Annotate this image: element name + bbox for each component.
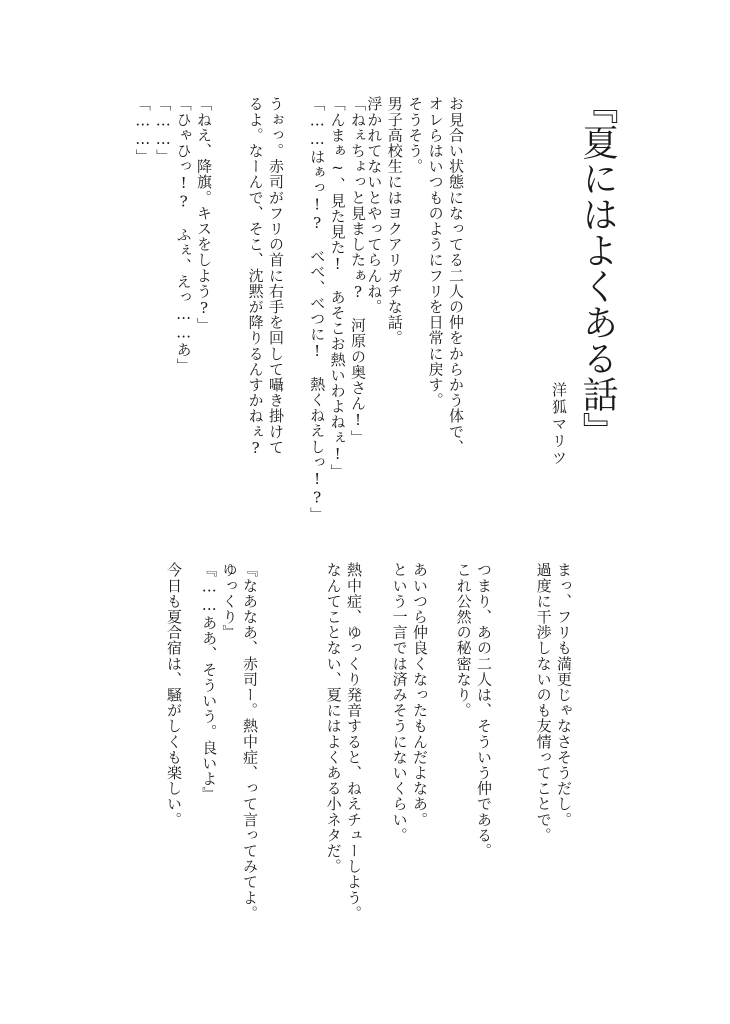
narration-block-summer-camp: 今日も夏合宿は、騒がしくも楽しい。 [165,562,183,828]
narration-block-open-secret: つまり、あの二人は、そういう仲である。 これ公然の秘密なり。 [454,562,493,859]
dialogue-block-kiss: 「ねえ、降旗。キスをしよう?」 「ひゃひっ!? ふぇ、えっ……あ」 「……」 「……」 [133,96,213,374]
narration-block-whisper: うぉっ。赤司がフリの首に右手を回して囁き掛けて るよ。なーんで、そこ、沈黙が降りるんすかねぇ? [246,96,285,458]
author-name: 洋狐マリツ [550,382,568,467]
story-title: 『夏にはよくある話』 [577,88,618,448]
narration-block-close-friends: あいつら仲良くなったもんだよなあ。 という一言では済みそうにないくらい。 [390,562,429,843]
narration-block-joke: 熱中症、ゆっくり発音すると、ねえチューしよう。 なんてことない、夏にはよくある小ネタだ。 [324,562,363,921]
dialogue-block-heatstroke: 『なあなあ、赤司ー。熱中症、って言ってみてよ。 ゆっくり』 『……ああ、そういう。良いよ』 [200,562,259,921]
narration-block-friendship: まっ、フリも満更じゃなさそうだし。 過度に干渉しないのも友情ってことで。 [534,562,573,843]
narration-block-everyday: お見合い状態になってる二人の仲をからかう体で、 オレらはいつものようにフリを日常に戻す。 そうそう。 男子高校生にはヨクアリガチな話。 浮かれてないとやってらんね。 [365,96,465,455]
dialogue-block-teasing: 「ねぇちょっと見ましたぁ? 河原の奥さん!」 「んまぁ~、見た見た! あそこお熱いわよねぇ!」 「……はぁっ!? べべ、べつに! 熱くねえしっ!?」 [308,96,367,523]
